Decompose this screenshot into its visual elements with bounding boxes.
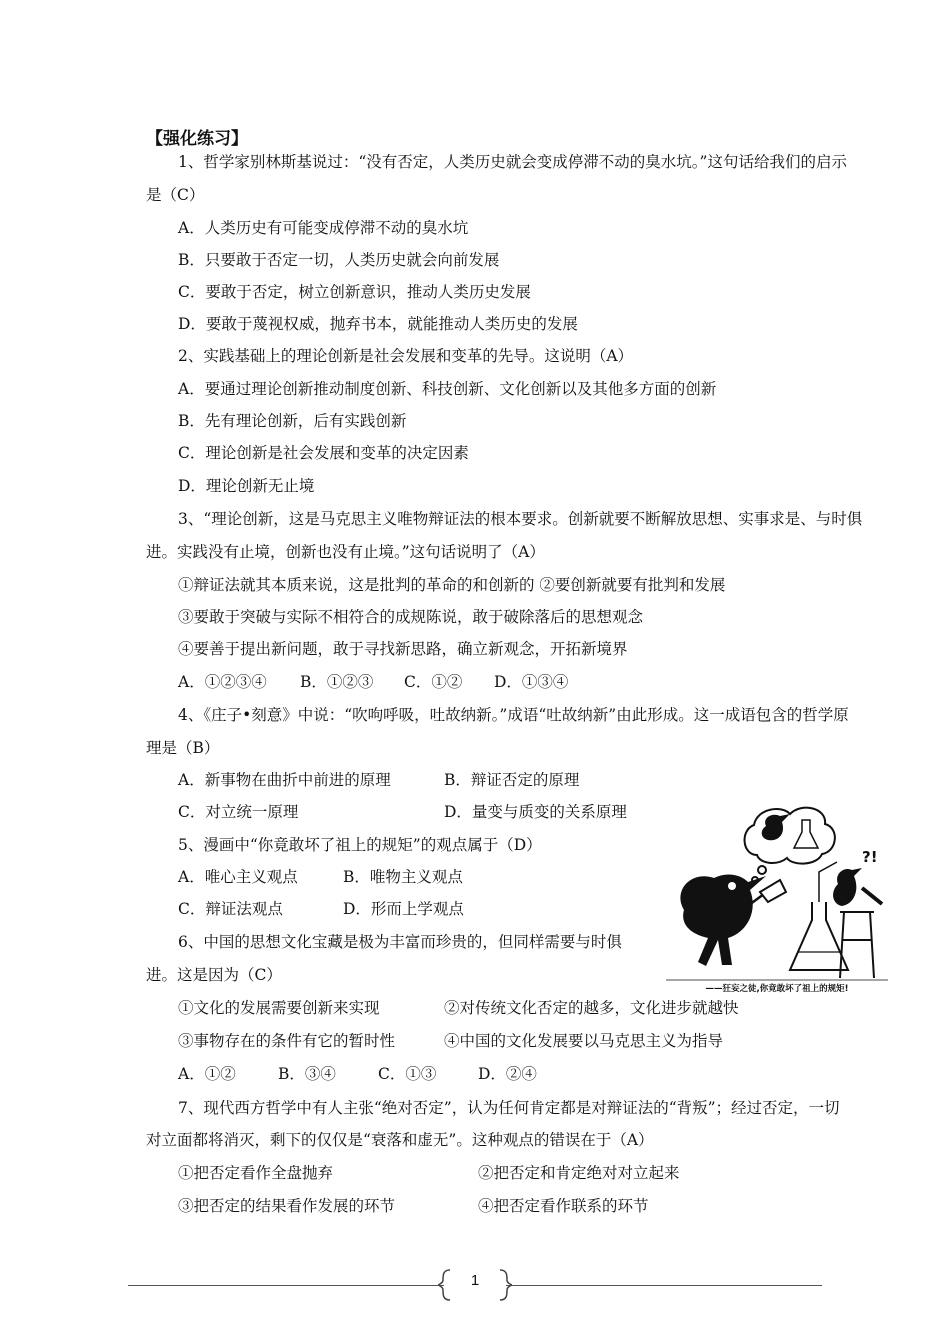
question-3-option-c: C．①②	[404, 673, 463, 691]
footer-rule-right	[506, 1285, 822, 1286]
question-4-stem-cont: 理是（B）	[146, 739, 220, 757]
question-2-stem: 2、实践基础上的理论创新是社会发展和变革的先导。这说明（A）	[178, 347, 634, 365]
question-7-statement-3: ③把否定的结果看作发展的环节	[178, 1197, 396, 1215]
question-3-statement-3: ③要敢于突破与实际不相符合的成规陈说，敢于破除落后的思想观念	[178, 608, 644, 626]
cartoon-caption: ——狂妄之徒,你竟敢坏了祖上的规矩!	[705, 984, 849, 994]
question-6-stem: 6、中国的思想文化宝藏是极为丰富而珍贵的，但同样需要与时俱	[178, 933, 622, 951]
page-number: 1	[470, 1272, 480, 1289]
crow-cartoon-illustration	[662, 800, 892, 995]
question-6-option-c: C．①③	[378, 1065, 437, 1083]
question-5-stem: 5、漫画中“你竟敢坏了祖上的规矩”的观点属于（D）	[178, 836, 542, 854]
cartoon-exclamation: ?!	[862, 848, 878, 866]
question-6-stem-cont: 进。这是因为（C）	[146, 966, 282, 984]
question-1-stem-cont: 是（C）	[146, 186, 205, 204]
question-3-stem-cont: 进。实践没有止境，创新也没有止境。”这句话说明了（A）	[146, 543, 545, 561]
question-3-option-d: D．①③④	[494, 673, 569, 691]
question-3-statement-1-2: ①辩证法就其本质来说，这是批判的革命的和创新的 ②要创新就要有批判和发展	[178, 576, 726, 594]
question-4-stem: 4、《庄子•刻意》中说：“吹呴呼吸，吐故纳新。”成语“吐故纳新”由此形成。这一成语包含的哲学原	[178, 706, 849, 724]
question-4-option-c: C．对立统一原理	[178, 803, 299, 821]
question-1-option-b: B．只要敢于否定一切，人类历史就会向前发展	[178, 251, 500, 269]
question-6-options	[178, 1063, 537, 1085]
question-5-option-a: A．唯心主义观点	[178, 868, 298, 886]
question-4-option-d: D．量变与质变的关系原理	[444, 803, 627, 821]
question-3-stem: 3、“理论创新，这是马克思主义唯物辩证法的根本要求。创新就要不断解放思想、实事求是、与时俱	[178, 510, 863, 528]
question-7-stem-cont: 对立面都将消灭，剩下的仅仅是“衰落和虚无”。这种观点的错误在于（A）	[146, 1131, 654, 1149]
question-4-option-b: B．辩证否定的原理	[444, 771, 580, 789]
question-6-statement-3: ③事物存在的条件有它的暂时性	[178, 1032, 396, 1050]
question-7-statement-1: ①把否定看作全盘抛弃	[178, 1164, 334, 1182]
question-6-statement-4: ④中国的文化发展要以马克思主义为指导	[444, 1032, 724, 1050]
question-7-stem: 7、现代西方哲学中有人主张“绝对否定”，认为任何肯定都是对辩证法的“背叛”；经过否定，一切	[178, 1099, 840, 1117]
question-3-option-a: A．①②③④	[178, 673, 267, 691]
question-6-statement-1: ①文化的发展需要创新来实现	[178, 999, 380, 1017]
question-6-option-d: D．②④	[478, 1065, 537, 1083]
question-1-option-d: D．要敢于蔑视权威，抛弃书本，就能推动人类历史的发展	[178, 315, 578, 333]
section-heading: 【强化练习】	[146, 129, 248, 149]
question-2-option-a: A．要通过理论创新推动制度创新、科技创新、文化创新以及其他多方面的创新	[178, 380, 717, 398]
question-2-option-c: C．理论创新是社会发展和变革的决定因素	[178, 444, 469, 462]
question-3-option-b: B．①②③	[300, 673, 374, 691]
question-2-option-b: B．先有理论创新，后有实践创新	[178, 412, 407, 430]
question-3-options	[178, 671, 568, 693]
question-5-option-d: D．形而上学观点	[343, 900, 464, 918]
question-6-option-a: A．①②	[178, 1065, 236, 1083]
question-4-option-a: A．新事物在曲折中前进的原理	[178, 771, 391, 789]
question-2-option-d: D．理论创新无止境	[178, 477, 315, 495]
question-7-statement-4: ④把否定看作联系的环节	[478, 1197, 649, 1215]
question-5-option-b: B．唯物主义观点	[343, 868, 463, 886]
footer-rule-left	[128, 1285, 444, 1286]
question-1-stem: 1、哲学家别林斯基说过：“没有否定，人类历史就会变成停滞不动的臭水坑。”这句话给我们的启示	[178, 153, 847, 171]
question-5-option-c: C．辩证法观点	[178, 900, 283, 918]
question-3-statement-4: ④要善于提出新问题，敢于寻找新思路，确立新观念，开拓新境界	[178, 640, 628, 658]
question-1-option-c: C．要敢于否定，树立创新意识，推动人类历史发展	[178, 283, 531, 301]
question-1-option-a: A．人类历史有可能变成停滞不动的臭水坑	[178, 219, 469, 237]
question-6-statement-2: ②对传统文化否定的越多，文化进步就越快	[444, 999, 739, 1017]
question-7-statement-2: ②把否定和肯定绝对对立起来	[478, 1164, 680, 1182]
question-6-option-b: B．③④	[278, 1065, 336, 1083]
